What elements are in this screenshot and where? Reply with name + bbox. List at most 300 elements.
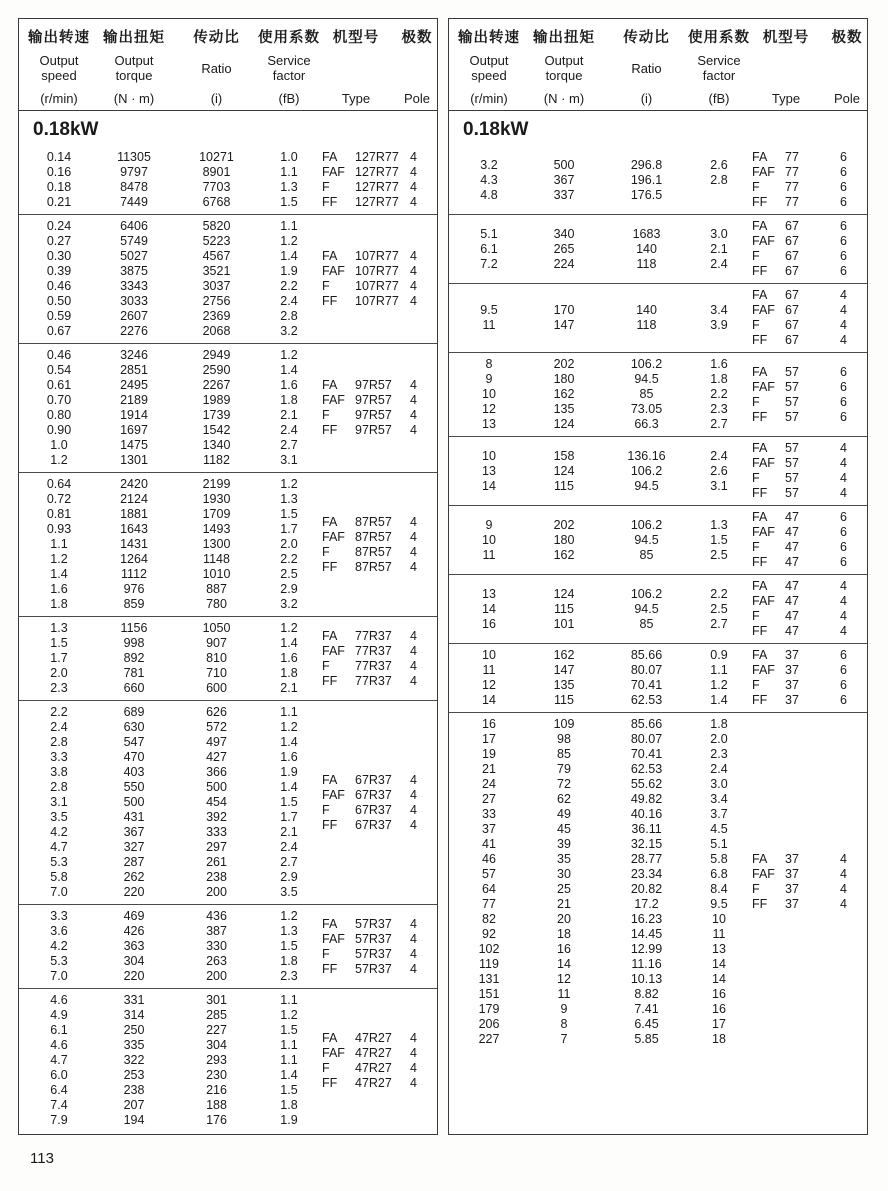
type-row	[314, 530, 436, 545]
type-row	[314, 408, 436, 423]
cell-ratio: 140	[636, 303, 657, 317]
data-rows	[449, 158, 744, 203]
cell-ratio: 626	[206, 705, 227, 719]
table-row	[449, 987, 744, 1002]
pole-value: 4	[410, 802, 417, 817]
cell-output-speed: 0.54	[46, 363, 72, 377]
cell-output-speed: 11	[482, 663, 496, 677]
type-model: 47	[785, 609, 799, 623]
cell-output-torque: 304	[123, 954, 145, 968]
table-row	[449, 188, 744, 203]
cell-output-speed: 21	[482, 762, 496, 776]
type-model: 47	[785, 555, 799, 569]
type-list	[314, 378, 436, 438]
type-prefix: FAF	[752, 456, 775, 470]
table-row	[449, 897, 744, 912]
cell-output-torque: 158	[553, 448, 575, 463]
cell-service-factor: 1.6	[280, 378, 298, 392]
pole-value: 6	[840, 693, 847, 707]
cell-output-torque: 124	[553, 463, 575, 478]
cell-ratio: 28.77	[630, 852, 663, 866]
cell-output-speed: 102	[478, 942, 500, 956]
cell-output-torque: 1697	[120, 423, 148, 437]
type-model: 37	[785, 678, 799, 692]
pole-value: 4	[410, 393, 417, 407]
cell-output-speed: 27	[482, 792, 496, 806]
table-row	[449, 927, 744, 942]
cell-ratio: 85	[639, 547, 654, 562]
cell-output-speed: 0.64	[46, 477, 72, 491]
type-prefix: F	[752, 180, 760, 194]
table-row	[449, 957, 744, 972]
cell-output-speed: 14	[482, 478, 496, 493]
table-row	[449, 882, 744, 897]
cell-output-torque: 115	[554, 601, 574, 616]
table-row	[19, 582, 314, 597]
type-prefix: FF	[752, 409, 768, 424]
type-row	[744, 678, 866, 693]
cell-service-factor: 1.1	[280, 1038, 298, 1052]
cell-ratio: 497	[206, 735, 227, 749]
header-zh-output-speed: 输出转速	[458, 30, 520, 46]
cell-service-factor: 2.1	[710, 241, 728, 256]
cell-output-speed: 13	[482, 586, 496, 601]
type-prefix: FF	[322, 195, 338, 209]
type-row	[744, 594, 866, 609]
cell-service-factor: 1.7	[280, 810, 298, 824]
type-prefix: FF	[322, 559, 338, 574]
cell-service-factor: 3.2	[280, 597, 298, 611]
cell-output-torque: 5749	[120, 234, 148, 248]
cell-ratio: 106.2	[630, 586, 663, 601]
pole-value: 4	[840, 303, 847, 317]
type-row	[744, 380, 866, 395]
pole-value: 4	[840, 456, 847, 470]
cell-ratio: 1050	[202, 621, 231, 635]
type-model: 57	[785, 456, 799, 470]
cell-output-speed: 7.0	[50, 969, 68, 983]
cell-service-factor: 1.8	[280, 666, 298, 680]
table-header	[19, 19, 437, 111]
cell-ratio: 5223	[202, 234, 231, 248]
type-row	[314, 773, 436, 788]
pole-value: 4	[410, 423, 417, 437]
cell-service-factor: 1.5	[280, 507, 298, 521]
table-row	[449, 303, 744, 318]
cell-service-factor: 16	[712, 987, 726, 1001]
type-model: 47R27	[355, 1075, 392, 1090]
type-row	[744, 609, 866, 624]
table-block	[449, 352, 867, 436]
pole-value: 4	[840, 624, 847, 638]
cell-output-speed: 3.8	[50, 765, 68, 779]
type-row	[314, 150, 436, 165]
type-row	[744, 648, 866, 663]
cell-service-factor: 3.1	[280, 453, 298, 467]
cell-ratio: 94.5	[634, 601, 659, 616]
cell-output-speed: 4.6	[50, 993, 68, 1007]
header-unit-output-torque: (N · m)	[543, 91, 585, 106]
pole-value: 6	[840, 678, 847, 692]
type-row	[314, 947, 436, 962]
cell-output-speed: 0.70	[46, 393, 72, 407]
cell-ratio: 1010	[202, 567, 231, 581]
cell-ratio: 710	[206, 666, 227, 680]
cell-output-torque: 11305	[117, 150, 151, 164]
cell-output-speed: 1.3	[50, 621, 68, 635]
pole-value: 4	[410, 1045, 417, 1060]
cell-ratio: 70.41	[630, 747, 663, 761]
pole-value: 4	[410, 673, 417, 688]
type-prefix: FAF	[322, 264, 345, 278]
type-row	[744, 579, 866, 594]
header-unit-output-speed: (r/min)	[40, 91, 78, 106]
type-prefix: F	[752, 471, 760, 485]
type-model: 107R77	[355, 279, 399, 293]
cell-output-torque: 1156	[120, 621, 148, 635]
type-list	[744, 219, 866, 279]
cell-service-factor: 13	[712, 942, 726, 956]
table-row	[19, 969, 314, 984]
cell-output-torque: 224	[553, 256, 575, 271]
cell-output-speed: 6.1	[50, 1023, 68, 1037]
table-block	[449, 574, 867, 643]
cell-ratio: 2590	[202, 363, 231, 377]
type-row	[744, 333, 866, 348]
type-model: 87R57	[355, 544, 392, 559]
cell-ratio: 454	[206, 795, 227, 809]
page-number: 113	[30, 1150, 54, 1167]
type-model: 57R37	[355, 931, 392, 946]
table-row	[19, 378, 314, 393]
cell-output-torque: 426	[123, 924, 145, 938]
type-prefix: FF	[752, 264, 768, 278]
type-row	[744, 471, 866, 486]
table-row	[19, 507, 314, 522]
cell-ratio: 7703	[202, 180, 231, 194]
type-row	[744, 365, 866, 380]
cell-ratio: 62.53	[630, 693, 663, 707]
cell-service-factor: 2.5	[710, 547, 728, 562]
header-unit-service-factor: (fB)	[278, 91, 300, 106]
type-model: 47R27	[355, 1060, 392, 1075]
cell-output-torque: 147	[553, 318, 575, 332]
pole-value: 4	[410, 408, 417, 422]
cell-service-factor: 1.1	[280, 993, 298, 1007]
cell-service-factor: 1.4	[280, 363, 298, 377]
type-row	[744, 486, 866, 501]
pole-value: 4	[410, 931, 417, 946]
pole-value: 4	[840, 867, 847, 881]
cell-output-torque: 630	[123, 720, 145, 734]
table-row	[19, 195, 314, 210]
cell-service-factor: 2.2	[280, 279, 298, 293]
cell-output-speed: 57	[482, 867, 496, 881]
pole-value: 6	[840, 165, 847, 179]
type-list	[314, 515, 436, 575]
type-prefix: F	[752, 394, 760, 409]
cell-output-torque: 109	[553, 717, 575, 731]
type-prefix: FA	[752, 579, 768, 593]
table-row	[449, 602, 744, 617]
type-prefix: FAF	[322, 931, 345, 946]
cell-ratio: 85.66	[630, 717, 663, 731]
cell-ratio: 1930	[202, 492, 231, 506]
pole-value: 4	[410, 628, 417, 643]
cell-output-torque: 39	[557, 837, 571, 851]
cell-ratio: 1340	[202, 438, 231, 452]
cell-output-speed: 0.46	[46, 279, 72, 293]
type-row	[314, 1031, 436, 1046]
header-en-service-factor: Service factor	[267, 53, 311, 83]
cell-ratio: 1683	[632, 226, 661, 241]
cell-output-speed: 1.8	[50, 597, 68, 611]
pole-value: 4	[410, 643, 417, 658]
type-prefix: F	[752, 318, 760, 332]
cell-service-factor: 2.3	[280, 969, 298, 983]
cell-ratio: 140	[636, 241, 657, 256]
cell-output-speed: 6.0	[50, 1068, 68, 1082]
cell-output-torque: 250	[123, 1023, 145, 1037]
cell-service-factor: 2.8	[710, 172, 728, 187]
cell-service-factor: 2.9	[280, 870, 298, 884]
type-row	[744, 663, 866, 678]
cell-output-speed: 3.6	[50, 924, 68, 938]
cell-service-factor: 1.8	[280, 1098, 298, 1112]
header-unit-output-speed: (r/min)	[470, 91, 508, 106]
table-row	[19, 438, 314, 453]
type-list	[744, 288, 866, 348]
cell-output-torque: 337	[553, 187, 575, 202]
data-rows	[19, 621, 314, 696]
data-rows	[449, 518, 744, 563]
cell-service-factor: 1.2	[710, 678, 728, 692]
pole-value: 4	[840, 333, 847, 347]
type-list	[314, 917, 436, 977]
pole-value: 4	[410, 150, 417, 164]
cell-service-factor: 2.7	[710, 616, 728, 631]
cell-ratio: 1493	[202, 522, 231, 536]
cell-output-torque: 547	[123, 735, 145, 749]
pole-value: 4	[410, 946, 417, 961]
type-model: 67R37	[355, 817, 392, 832]
pole-value: 4	[410, 658, 417, 673]
cell-output-speed: 1.1	[50, 537, 68, 551]
type-model: 57	[785, 486, 799, 500]
cell-output-torque: 202	[553, 517, 575, 532]
cell-output-torque: 16	[557, 942, 571, 956]
table-block	[19, 214, 437, 343]
cell-output-torque: 331	[123, 993, 145, 1007]
cell-output-speed: 82	[482, 912, 496, 926]
type-model: 37	[785, 648, 799, 662]
cell-output-speed: 33	[482, 807, 496, 821]
cell-service-factor: 1.4	[280, 780, 298, 794]
header-unit-ratio: (i)	[210, 91, 223, 106]
cell-output-torque: 162	[553, 547, 575, 562]
cell-output-torque: 327	[123, 840, 145, 854]
pole-value: 6	[840, 364, 847, 379]
type-model: 67	[785, 333, 799, 347]
type-prefix: FF	[322, 294, 338, 308]
pole-value: 4	[410, 916, 417, 931]
cell-output-torque: 85	[557, 747, 571, 761]
cell-ratio: 2949	[202, 348, 231, 362]
power-section-title: 0.18kW	[33, 119, 99, 140]
cell-output-torque: 1914	[120, 408, 148, 422]
cell-service-factor: 2.2	[710, 387, 728, 401]
cell-ratio: 200	[206, 969, 227, 983]
cell-ratio: 94.5	[634, 532, 659, 547]
cell-service-factor: 1.2	[280, 477, 298, 491]
type-prefix: FA	[752, 510, 768, 524]
cell-output-speed: 2.0	[50, 666, 68, 680]
header-zh-pole: 极数	[831, 30, 863, 46]
type-prefix: FA	[752, 648, 768, 662]
table-row	[19, 1023, 314, 1038]
cell-output-torque: 2851	[120, 363, 148, 377]
type-row	[744, 219, 866, 234]
table-block-content	[19, 705, 437, 900]
cell-ratio: 10.13	[630, 972, 663, 986]
table-row	[19, 522, 314, 537]
type-model: 97R57	[355, 423, 392, 437]
table-row	[19, 855, 314, 870]
type-row	[744, 852, 866, 867]
table-row	[449, 942, 744, 957]
cell-ratio: 387	[206, 924, 227, 938]
cell-service-factor: 9.5	[710, 897, 728, 911]
table-row	[449, 372, 744, 387]
header-col-ratio	[599, 26, 694, 106]
cell-ratio: 293	[206, 1053, 227, 1067]
type-list	[744, 579, 866, 639]
table-row	[449, 732, 744, 747]
cell-output-torque: 12	[557, 972, 571, 986]
type-model: 77	[785, 165, 799, 179]
cell-service-factor: 10	[712, 912, 726, 926]
table-row	[19, 180, 314, 195]
type-row	[314, 560, 436, 575]
type-model: 47R27	[355, 1045, 392, 1060]
type-prefix: F	[752, 678, 760, 692]
header-zh-output-torque: 输出扭矩	[533, 30, 595, 46]
type-prefix: FA	[322, 628, 338, 643]
table-row	[19, 666, 314, 681]
table-row	[19, 705, 314, 720]
table-row	[449, 158, 744, 173]
cell-output-speed: 0.50	[46, 294, 72, 308]
cell-output-torque: 998	[123, 636, 145, 650]
cell-output-torque: 79	[557, 762, 571, 776]
pole-value: 4	[840, 486, 847, 500]
cell-output-speed: 4.2	[50, 825, 68, 839]
type-prefix: F	[322, 279, 330, 293]
cell-ratio: 85	[639, 387, 654, 401]
cell-output-speed: 92	[482, 927, 496, 941]
pole-value: 4	[410, 180, 417, 194]
cell-service-factor: 2.4	[710, 256, 728, 271]
type-row	[314, 629, 436, 644]
type-prefix: FA	[322, 772, 338, 787]
cell-output-torque: 21	[557, 897, 571, 911]
cell-output-torque: 431	[123, 810, 145, 824]
cell-service-factor: 1.5	[280, 795, 298, 809]
type-row	[744, 510, 866, 525]
header-en-output-torque: Output torque	[544, 53, 584, 83]
type-model: 37	[785, 882, 799, 896]
cell-output-speed: 1.0	[50, 438, 68, 452]
cell-output-torque: 207	[123, 1098, 145, 1112]
cell-output-torque: 202	[553, 357, 575, 371]
cell-output-speed: 37	[482, 822, 496, 836]
data-rows	[19, 993, 314, 1128]
cell-service-factor: 1.5	[280, 939, 298, 953]
cell-ratio: 572	[206, 720, 227, 734]
type-prefix: FF	[752, 897, 768, 911]
cell-output-torque: 7	[560, 1032, 568, 1046]
cell-service-factor: 1.2	[280, 234, 298, 248]
cell-service-factor: 2.7	[710, 417, 728, 431]
type-model: 77	[785, 195, 799, 209]
type-list	[744, 365, 866, 425]
table-row	[19, 423, 314, 438]
table-row	[449, 518, 744, 533]
type-row	[314, 1061, 436, 1076]
cell-output-speed: 179	[478, 1002, 500, 1016]
table-row	[19, 681, 314, 696]
table-row	[449, 1002, 744, 1017]
table-block	[449, 146, 867, 214]
cell-ratio: 1989	[202, 393, 231, 407]
cell-ratio: 4567	[202, 249, 231, 263]
cell-output-torque: 500	[553, 157, 575, 172]
cell-ratio: 330	[206, 939, 227, 953]
table-row	[449, 777, 744, 792]
pole-value: 4	[410, 1075, 417, 1090]
cell-service-factor: 2.1	[280, 825, 298, 839]
cell-service-factor: 1.6	[710, 357, 728, 371]
cell-output-torque: 3343	[120, 279, 148, 293]
pole-value: 4	[410, 544, 417, 559]
type-row	[314, 165, 436, 180]
cell-service-factor: 1.8	[280, 954, 298, 968]
type-row	[744, 288, 866, 303]
data-rows	[449, 303, 744, 333]
type-model: 127R77	[355, 195, 399, 209]
pole-value: 4	[410, 1060, 417, 1075]
type-prefix: F	[752, 540, 760, 554]
type-prefix: FA	[322, 514, 338, 529]
cell-output-speed: 7.0	[50, 885, 68, 899]
table-row	[19, 363, 314, 378]
table-row	[449, 852, 744, 867]
cell-output-torque: 135	[553, 678, 575, 692]
type-prefix: FA	[752, 219, 768, 233]
table-row	[19, 1113, 314, 1128]
type-row	[744, 693, 866, 708]
type-model: 97R57	[355, 408, 392, 422]
table-block-content	[19, 150, 437, 210]
cell-service-factor: 3.2	[280, 324, 298, 338]
header-col-type	[314, 26, 398, 106]
type-row	[314, 180, 436, 195]
cell-output-speed: 19	[482, 747, 496, 761]
type-model: 37	[785, 663, 799, 677]
table-row	[449, 449, 744, 464]
cell-ratio: 176.5	[630, 187, 663, 202]
cell-ratio: 2369	[202, 309, 231, 323]
